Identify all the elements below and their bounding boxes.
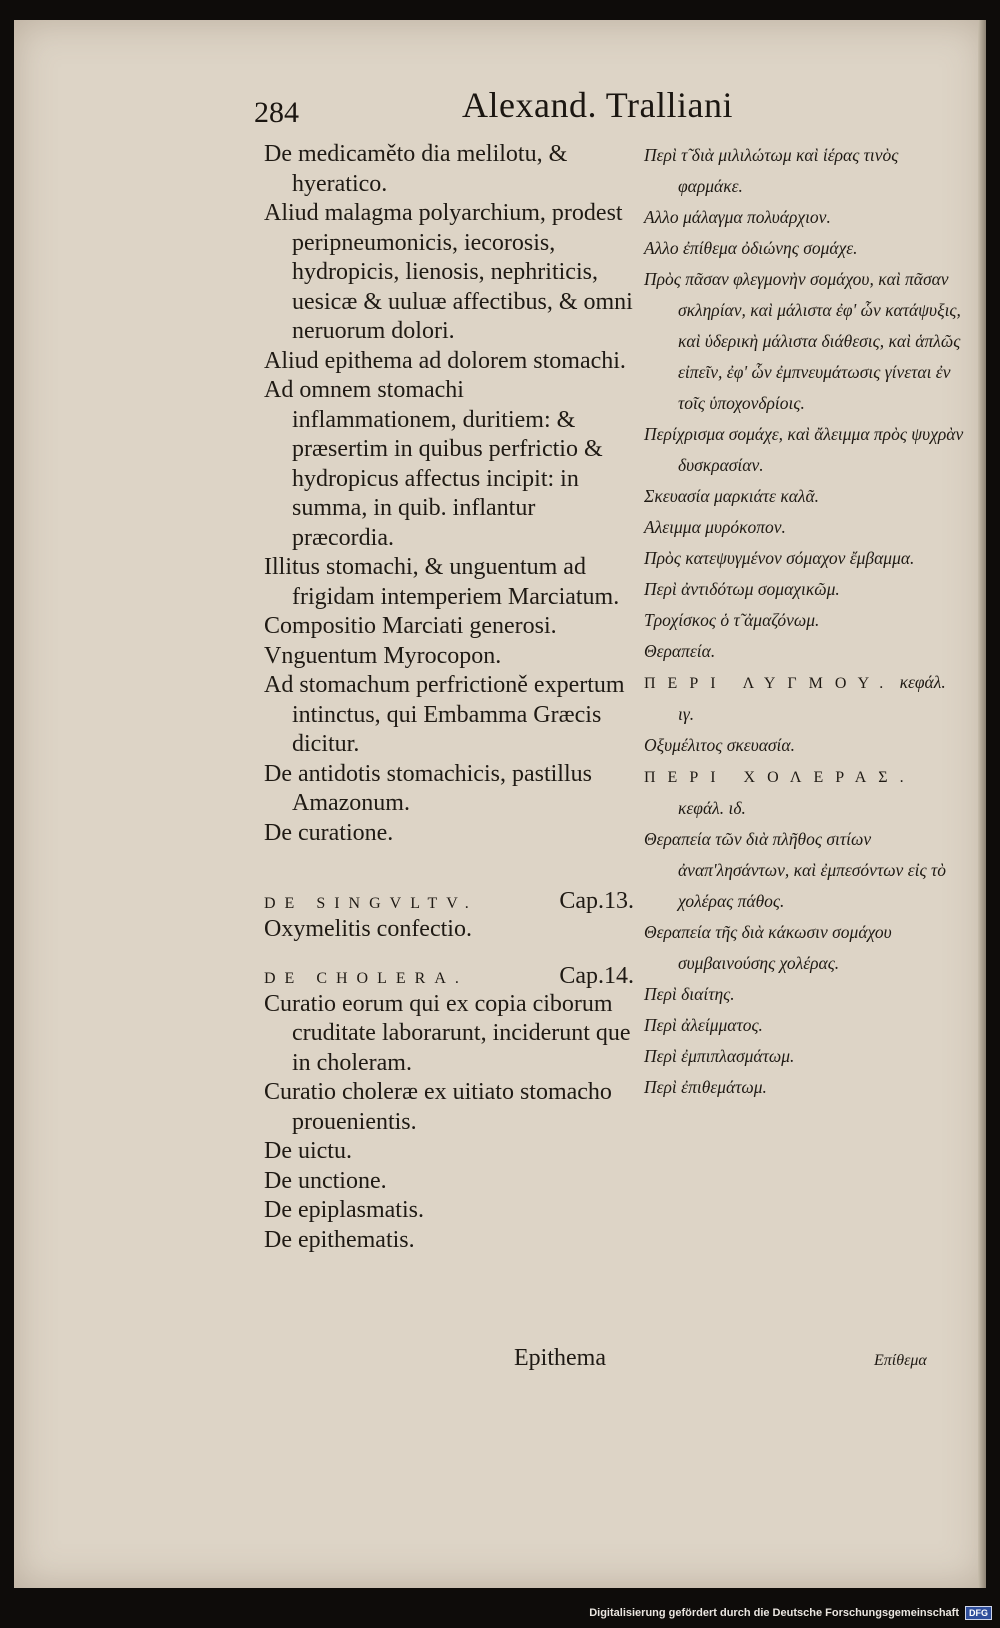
greek-entry: Περὶ ἀλείμματος. xyxy=(644,1015,763,1035)
greek-entry: Περὶ ἀντιδότωμ σομαχικῶμ. xyxy=(644,579,840,599)
greek-entry: Θεραπεία. xyxy=(644,641,716,661)
latin-entry: De antidotis stomachicis, pastillus Amazonum. xyxy=(264,760,592,816)
latin-entry: De epithematis. xyxy=(264,1226,415,1253)
page-header xyxy=(254,84,774,134)
latin-entry: Compositio Marciati generosi. xyxy=(264,613,557,639)
greek-entry: Σκευασία μαρκιάτε καλᾶ. xyxy=(644,486,820,506)
greek-entry: Πρὸς κατεψυγμένον σόμαχον ἔμβαμμα. xyxy=(644,548,915,568)
greek-entry: Αλλο ἐπίθεμα ὀδιώνης σομάχε. xyxy=(644,238,858,258)
greek-entry: Περὶ ἐπιθεμάτωμ. xyxy=(644,1077,767,1097)
section-title: DE SINGVLTV. xyxy=(264,895,478,912)
catchword-latin: Epithema xyxy=(514,1345,606,1371)
book-page xyxy=(14,20,986,1588)
section-heading-singultu xyxy=(264,888,634,915)
section-title: DE CHOLERA. xyxy=(264,969,468,987)
greek-entry: Αλειμμα μυρόκοπον. xyxy=(644,517,786,537)
latin-entry: Oxymelitis confectio. xyxy=(264,916,472,942)
latin-entry: Vnguentum Myrocopon. xyxy=(264,642,502,669)
latin-entry: De curatione. xyxy=(264,819,394,846)
greek-entry: Θεραπεία τῶν διὰ πλῆθος σιτίων ἀναπ'λησάντων, καὶ ἐμπεσόντων εἰς τὸ χολέρας πάθος. xyxy=(644,829,946,911)
dfg-logo: DFG xyxy=(965,1606,992,1620)
greek-entry: Περὶ ἐμπιπλασμάτωμ. xyxy=(644,1046,795,1066)
section-heading-cholera xyxy=(264,963,634,990)
latin-column xyxy=(264,140,634,1255)
latin-entry: Aliud malagma polyarchium, prodest peripneumonicis, iecorosis, hydropicis, lienosis, nephriticis, uesicæ & uuluæ affectibus, & omni neruorum dolori. xyxy=(264,200,633,344)
latin-entry: De epiplasmatis. xyxy=(264,1197,424,1223)
chapter-number: κεφάλ. ιδ. xyxy=(678,798,746,818)
latin-entry: De unctione. xyxy=(264,1167,387,1194)
running-title: Alexand. Tralliani xyxy=(462,85,733,125)
latin-entry: De medicaměto dia melilotu, & hyeratico. xyxy=(264,141,568,197)
chapter-number: Cap.14. xyxy=(559,962,634,989)
latin-entry: Illitus stomachi, & unguentum ad frigidam intemperiem Marciatum. xyxy=(264,554,620,610)
page-number: 284 xyxy=(254,96,299,129)
page-edge xyxy=(978,20,986,1588)
catchword-greek: Επίθεμα xyxy=(874,1352,927,1369)
greek-entry: Περὶ τ̃ διὰ μιλιλώτωμ καὶ ἱέρας τινὸς φαρμάκε. xyxy=(644,145,899,196)
greek-entry: Οξυμέλιτος σκευασία. xyxy=(644,735,795,755)
section-heading-choleras xyxy=(644,761,964,824)
latin-entry: Aliud epithema ad dolorem stomachi. xyxy=(264,347,626,374)
latin-entry: Curatio choleræ ex uitiato stomacho prouenientis. xyxy=(264,1079,612,1135)
greek-entry: Περὶ διαίτης. xyxy=(644,984,735,1004)
latin-entry: Curatio eorum qui ex copia ciborum cruditate laborarunt, inciderunt que in choleram. xyxy=(264,990,631,1076)
chapter-number: κεφάλ. ιγ. xyxy=(678,672,946,724)
section-heading-lygmou xyxy=(644,667,964,730)
latin-entry: Ad stomachum perfrictioně expertum intinctus, qui Embamma Græcis dicitur. xyxy=(264,672,625,757)
chapter-number: Cap.13. xyxy=(559,888,634,914)
greek-entry: Αλλο μάλαγμα πολυάρχιον. xyxy=(644,207,831,227)
greek-entry: Τροχίσκος ὁ τ̃ ἀμαζόνωμ. xyxy=(644,610,820,630)
latin-entry: Ad omnem stomachi inflammationem, duritiem: & præsertim in quibus perfrictio & hydropicus affectus incipit: in summa, in quib. inflantur præcordia. xyxy=(264,377,603,551)
funding-notice: Digitalisierung gefördert durch die Deutsche Forschungsgemeinschaft xyxy=(589,1607,959,1619)
digitization-footer xyxy=(589,1602,992,1624)
section-title: ΠΕΡΙ ΛΥΓΜΟΥ. xyxy=(644,675,896,692)
section-gap xyxy=(264,848,634,870)
greek-entry: Θεραπεία τῆς διὰ κάκωσιν σομάχου συμβαινούσης χολέρας. xyxy=(644,922,892,973)
greek-column xyxy=(644,140,964,1103)
latin-entry: De uictu. xyxy=(264,1138,352,1164)
greek-entry: Πρὸς πᾶσαν φλεγμονὴν σομάχου, καὶ πᾶσαν σκληρίαν, καὶ μάλιστα ἐφ' ὧν κατάψυξις, καὶ ὑδερικὴ μάλιστα διάθεσις, καὶ ἁπλῶς εἰπεῖν, ἐφ' ὧν ἐμπνευμάτωσις γίνεται ἐν τοῖς ὑποχονδρίοις. xyxy=(644,269,961,413)
section-title: ΠΕΡΙ ΧΟΛΕΡΑΣ. xyxy=(644,769,916,786)
greek-entry: Περίχρισμα σομάχε, καὶ ἄλειμμα πρὸς ψυχρὰν δυσκρασίαν. xyxy=(644,424,964,475)
